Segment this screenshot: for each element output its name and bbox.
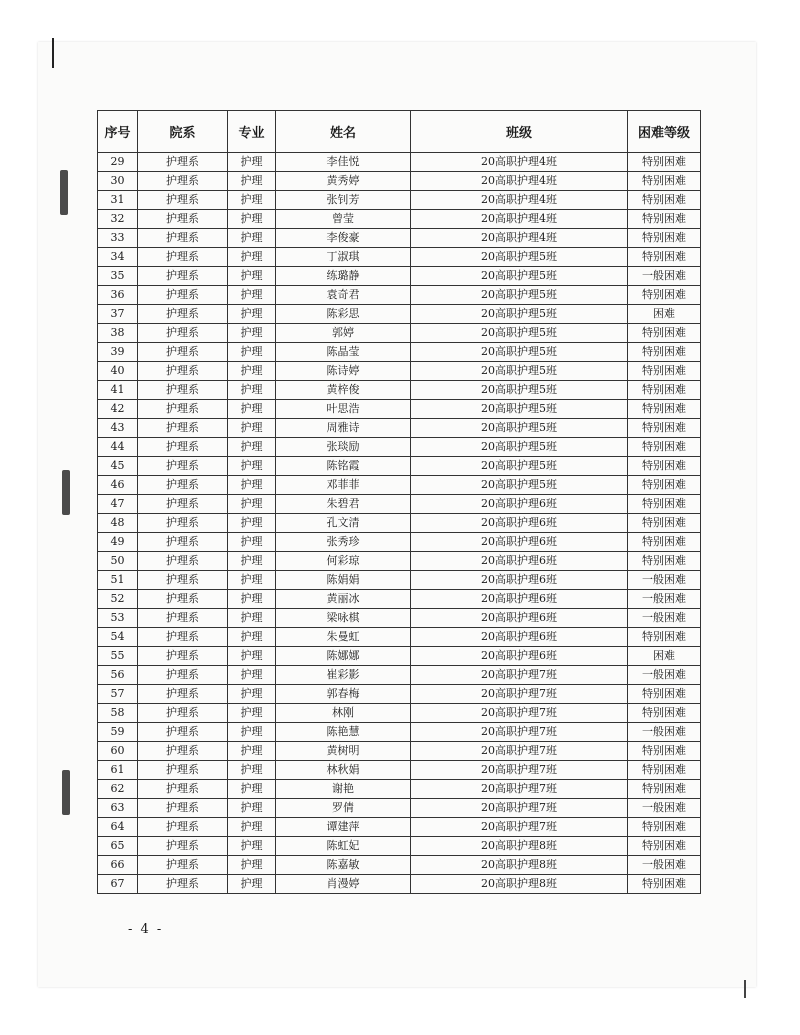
cell-class: 20高职护理6班: [411, 514, 628, 533]
table-row: [98, 609, 701, 628]
cell-hardship-level: 特别困难: [628, 514, 701, 533]
page-number: - 4 -: [128, 922, 164, 937]
cell-hardship-level: 一般困难: [628, 267, 701, 286]
cell-class: 20高职护理7班: [411, 761, 628, 780]
table-row: [98, 495, 701, 514]
cell-name: 李佳悦: [276, 153, 411, 172]
table-row: [98, 305, 701, 324]
cell-index: 49: [98, 533, 138, 552]
cell-major: 护理: [228, 666, 276, 685]
cell-index: 31: [98, 191, 138, 210]
cell-hardship-level: 一般困难: [628, 590, 701, 609]
table-row: [98, 799, 701, 818]
cell-major: 护理: [228, 609, 276, 628]
cell-hardship-level: 特别困难: [628, 400, 701, 419]
table-row: [98, 761, 701, 780]
cell-name: 黄树明: [276, 742, 411, 761]
cell-class: 20高职护理7班: [411, 818, 628, 837]
student-hardship-table: [97, 110, 701, 894]
cell-index: 58: [98, 704, 138, 723]
cell-hardship-level: 困难: [628, 647, 701, 666]
cell-class: 20高职护理7班: [411, 685, 628, 704]
table-row: [98, 628, 701, 647]
cell-department: 护理系: [138, 172, 228, 191]
table-row: [98, 590, 701, 609]
table-header-row: [98, 111, 701, 153]
cell-class: 20高职护理4班: [411, 172, 628, 191]
cell-name: 黄丽冰: [276, 590, 411, 609]
cell-name: 孔文清: [276, 514, 411, 533]
cell-department: 护理系: [138, 457, 228, 476]
cell-major: 护理: [228, 210, 276, 229]
cell-index: 53: [98, 609, 138, 628]
table-row: [98, 457, 701, 476]
cell-name: 黄梓俊: [276, 381, 411, 400]
cell-department: 护理系: [138, 837, 228, 856]
cell-name: 谢艳: [276, 780, 411, 799]
cell-name: 邓菲菲: [276, 476, 411, 495]
table-row: [98, 780, 701, 799]
table-row: [98, 856, 701, 875]
cell-class: 20高职护理7班: [411, 742, 628, 761]
binder-hole-mark: [62, 770, 70, 815]
table-body: [98, 153, 701, 894]
cell-major: 护理: [228, 514, 276, 533]
cell-index: 40: [98, 362, 138, 381]
table-row: [98, 647, 701, 666]
cell-class: 20高职护理7班: [411, 780, 628, 799]
cell-major: 护理: [228, 856, 276, 875]
cell-name: 陈娜娜: [276, 647, 411, 666]
cell-index: 66: [98, 856, 138, 875]
cell-class: 20高职护理7班: [411, 666, 628, 685]
cell-major: 护理: [228, 286, 276, 305]
cell-hardship-level: 特别困难: [628, 818, 701, 837]
cell-index: 38: [98, 324, 138, 343]
table-row: [98, 704, 701, 723]
cell-index: 35: [98, 267, 138, 286]
cell-major: 护理: [228, 723, 276, 742]
cell-index: 39: [98, 343, 138, 362]
table-row: [98, 153, 701, 172]
cell-name: 陈虹妃: [276, 837, 411, 856]
cell-name: 丁淑琪: [276, 248, 411, 267]
cell-name: 张钊芳: [276, 191, 411, 210]
cell-major: 护理: [228, 400, 276, 419]
cell-major: 护理: [228, 457, 276, 476]
cell-major: 护理: [228, 362, 276, 381]
cell-department: 护理系: [138, 343, 228, 362]
cell-hardship-level: 困难: [628, 305, 701, 324]
cell-name: 李俊豪: [276, 229, 411, 248]
table-row: [98, 818, 701, 837]
cell-department: 护理系: [138, 723, 228, 742]
cell-hardship-level: 特别困难: [628, 248, 701, 267]
cell-class: 20高职护理5班: [411, 400, 628, 419]
col-header-index: 序号: [98, 111, 138, 153]
cell-hardship-level: 一般困难: [628, 856, 701, 875]
cell-name: 陈彩思: [276, 305, 411, 324]
cell-name: 陈晶莹: [276, 343, 411, 362]
cell-department: 护理系: [138, 476, 228, 495]
cell-department: 护理系: [138, 590, 228, 609]
cell-department: 护理系: [138, 761, 228, 780]
cell-hardship-level: 特别困难: [628, 875, 701, 894]
table-row: [98, 229, 701, 248]
cell-department: 护理系: [138, 191, 228, 210]
cell-hardship-level: 特别困难: [628, 419, 701, 438]
table-row: [98, 685, 701, 704]
cell-class: 20高职护理6班: [411, 628, 628, 647]
table-row: [98, 438, 701, 457]
cell-class: 20高职护理6班: [411, 647, 628, 666]
cell-hardship-level: 特别困难: [628, 457, 701, 476]
cell-index: 57: [98, 685, 138, 704]
cell-hardship-level: 特别困难: [628, 780, 701, 799]
cell-hardship-level: 一般困难: [628, 799, 701, 818]
cell-hardship-level: 一般困难: [628, 609, 701, 628]
cell-department: 护理系: [138, 571, 228, 590]
cell-index: 48: [98, 514, 138, 533]
cell-class: 20高职护理5班: [411, 362, 628, 381]
cell-major: 护理: [228, 628, 276, 647]
cell-major: 护理: [228, 799, 276, 818]
cell-department: 护理系: [138, 419, 228, 438]
cell-name: 郭婷: [276, 324, 411, 343]
cell-class: 20高职护理5班: [411, 286, 628, 305]
cell-hardship-level: 特别困难: [628, 476, 701, 495]
cell-index: 44: [98, 438, 138, 457]
cell-major: 护理: [228, 647, 276, 666]
cell-department: 护理系: [138, 552, 228, 571]
cell-class: 20高职护理6班: [411, 609, 628, 628]
cell-department: 护理系: [138, 533, 228, 552]
cell-index: 33: [98, 229, 138, 248]
col-header-class: 班级: [411, 111, 628, 153]
cell-class: 20高职护理5班: [411, 343, 628, 362]
cell-index: 59: [98, 723, 138, 742]
cell-index: 61: [98, 761, 138, 780]
cell-major: 护理: [228, 837, 276, 856]
cell-class: 20高职护理5班: [411, 419, 628, 438]
table-row: [98, 419, 701, 438]
cell-department: 护理系: [138, 856, 228, 875]
table-row: [98, 286, 701, 305]
cell-name: 陈艳慧: [276, 723, 411, 742]
table-row: [98, 172, 701, 191]
cell-hardship-level: 特别困难: [628, 381, 701, 400]
cell-department: 护理系: [138, 514, 228, 533]
table-row: [98, 210, 701, 229]
cell-department: 护理系: [138, 248, 228, 267]
cell-name: 林刚: [276, 704, 411, 723]
cell-major: 护理: [228, 704, 276, 723]
cell-hardship-level: 特别困难: [628, 324, 701, 343]
col-header-name: 姓名: [276, 111, 411, 153]
cell-name: 罗倩: [276, 799, 411, 818]
cell-name: 朱碧君: [276, 495, 411, 514]
cell-major: 护理: [228, 172, 276, 191]
cell-hardship-level: 特别困难: [628, 229, 701, 248]
cell-department: 护理系: [138, 267, 228, 286]
binder-hole-mark: [62, 470, 70, 515]
cell-name: 袁奇君: [276, 286, 411, 305]
cell-major: 护理: [228, 438, 276, 457]
cell-hardship-level: 特别困难: [628, 495, 701, 514]
cell-major: 护理: [228, 229, 276, 248]
cell-class: 20高职护理8班: [411, 837, 628, 856]
table-row: [98, 837, 701, 856]
cell-class: 20高职护理7班: [411, 704, 628, 723]
cell-major: 护理: [228, 685, 276, 704]
cell-major: 护理: [228, 305, 276, 324]
cell-hardship-level: 特别困难: [628, 685, 701, 704]
cell-index: 65: [98, 837, 138, 856]
cell-hardship-level: 特别困难: [628, 761, 701, 780]
cell-name: 谭建萍: [276, 818, 411, 837]
cell-class: 20高职护理5班: [411, 248, 628, 267]
cell-major: 护理: [228, 267, 276, 286]
cell-major: 护理: [228, 818, 276, 837]
cell-name: 张秀珍: [276, 533, 411, 552]
cell-index: 55: [98, 647, 138, 666]
cell-class: 20高职护理7班: [411, 723, 628, 742]
cell-name: 何彩琼: [276, 552, 411, 571]
cell-index: 47: [98, 495, 138, 514]
cell-major: 护理: [228, 552, 276, 571]
cell-major: 护理: [228, 381, 276, 400]
cell-department: 护理系: [138, 666, 228, 685]
table-row: [98, 666, 701, 685]
cell-index: 30: [98, 172, 138, 191]
cell-index: 45: [98, 457, 138, 476]
cell-department: 护理系: [138, 210, 228, 229]
cell-department: 护理系: [138, 799, 228, 818]
cell-class: 20高职护理4班: [411, 210, 628, 229]
table-row: [98, 248, 701, 267]
cell-hardship-level: 一般困难: [628, 666, 701, 685]
cell-index: 34: [98, 248, 138, 267]
cell-hardship-level: 特别困难: [628, 210, 701, 229]
cell-index: 52: [98, 590, 138, 609]
cell-department: 护理系: [138, 495, 228, 514]
cell-class: 20高职护理5班: [411, 305, 628, 324]
cell-department: 护理系: [138, 305, 228, 324]
cell-hardship-level: 特别困难: [628, 552, 701, 571]
cell-department: 护理系: [138, 362, 228, 381]
cell-department: 护理系: [138, 381, 228, 400]
cell-class: 20高职护理8班: [411, 875, 628, 894]
table-row: [98, 875, 701, 894]
cell-major: 护理: [228, 324, 276, 343]
cell-index: 63: [98, 799, 138, 818]
cell-department: 护理系: [138, 704, 228, 723]
cell-class: 20高职护理8班: [411, 856, 628, 875]
table-row: [98, 571, 701, 590]
cell-name: 崔彩影: [276, 666, 411, 685]
cell-index: 37: [98, 305, 138, 324]
cell-name: 黄秀婷: [276, 172, 411, 191]
table-row: [98, 191, 701, 210]
cell-hardship-level: 特别困难: [628, 343, 701, 362]
cell-major: 护理: [228, 191, 276, 210]
cell-name: 练璐静: [276, 267, 411, 286]
cell-major: 护理: [228, 153, 276, 172]
cell-name: 林秋娟: [276, 761, 411, 780]
cell-index: 62: [98, 780, 138, 799]
cell-major: 护理: [228, 875, 276, 894]
cell-major: 护理: [228, 495, 276, 514]
cell-department: 护理系: [138, 438, 228, 457]
cell-name: 张琰励: [276, 438, 411, 457]
cell-hardship-level: 一般困难: [628, 723, 701, 742]
cell-name: 曾莹: [276, 210, 411, 229]
cell-class: 20高职护理6班: [411, 533, 628, 552]
cell-class: 20高职护理6班: [411, 590, 628, 609]
cell-index: 41: [98, 381, 138, 400]
cell-department: 护理系: [138, 153, 228, 172]
table-row: [98, 476, 701, 495]
cell-hardship-level: 特别困难: [628, 438, 701, 457]
cell-class: 20高职护理5班: [411, 381, 628, 400]
cell-index: 54: [98, 628, 138, 647]
table-row: [98, 362, 701, 381]
cell-index: 32: [98, 210, 138, 229]
cell-hardship-level: 一般困难: [628, 571, 701, 590]
cell-department: 护理系: [138, 780, 228, 799]
cell-index: 64: [98, 818, 138, 837]
binder-hole-mark: [60, 170, 68, 215]
table-row: [98, 343, 701, 362]
cell-index: 46: [98, 476, 138, 495]
cell-department: 护理系: [138, 286, 228, 305]
cell-class: 20高职护理5班: [411, 267, 628, 286]
cell-class: 20高职护理6班: [411, 571, 628, 590]
cell-hardship-level: 特别困难: [628, 704, 701, 723]
table-row: [98, 552, 701, 571]
cell-major: 护理: [228, 571, 276, 590]
cell-hardship-level: 特别困难: [628, 742, 701, 761]
cell-index: 50: [98, 552, 138, 571]
cell-major: 护理: [228, 590, 276, 609]
cell-index: 42: [98, 400, 138, 419]
cell-name: 肖漫婷: [276, 875, 411, 894]
cell-class: 20高职护理6班: [411, 495, 628, 514]
cell-department: 护理系: [138, 400, 228, 419]
cell-name: 陈嘉敏: [276, 856, 411, 875]
cell-class: 20高职护理4班: [411, 229, 628, 248]
cell-name: 叶思浩: [276, 400, 411, 419]
cell-index: 56: [98, 666, 138, 685]
col-header-hardship-level: 困难等级: [628, 111, 701, 153]
cell-hardship-level: 特别困难: [628, 286, 701, 305]
cell-major: 护理: [228, 419, 276, 438]
cell-name: 梁咏棋: [276, 609, 411, 628]
cell-class: 20高职护理4班: [411, 191, 628, 210]
cell-department: 护理系: [138, 229, 228, 248]
cell-index: 36: [98, 286, 138, 305]
cell-name: 陈诗婷: [276, 362, 411, 381]
cell-name: 朱曼虹: [276, 628, 411, 647]
cell-hardship-level: 特别困难: [628, 362, 701, 381]
table-row: [98, 514, 701, 533]
cell-class: 20高职护理5班: [411, 457, 628, 476]
cell-major: 护理: [228, 780, 276, 799]
cell-name: 陈铭霞: [276, 457, 411, 476]
cell-major: 护理: [228, 533, 276, 552]
cell-major: 护理: [228, 761, 276, 780]
table-row: [98, 267, 701, 286]
cell-class: 20高职护理5班: [411, 324, 628, 343]
scan-artifact-mark: [744, 980, 746, 998]
cell-department: 护理系: [138, 818, 228, 837]
col-header-department: 院系: [138, 111, 228, 153]
cell-hardship-level: 特别困难: [628, 533, 701, 552]
cell-class: 20高职护理4班: [411, 153, 628, 172]
cell-major: 护理: [228, 248, 276, 267]
cell-index: 67: [98, 875, 138, 894]
cell-department: 护理系: [138, 628, 228, 647]
cell-department: 护理系: [138, 685, 228, 704]
cell-department: 护理系: [138, 609, 228, 628]
scan-artifact-mark: [52, 38, 54, 68]
cell-department: 护理系: [138, 875, 228, 894]
cell-index: 60: [98, 742, 138, 761]
cell-class: 20高职护理5班: [411, 438, 628, 457]
cell-class: 20高职护理6班: [411, 552, 628, 571]
cell-hardship-level: 特别困难: [628, 628, 701, 647]
cell-department: 护理系: [138, 742, 228, 761]
cell-name: 郭春梅: [276, 685, 411, 704]
cell-department: 护理系: [138, 324, 228, 343]
cell-name: 陈娟娟: [276, 571, 411, 590]
cell-major: 护理: [228, 343, 276, 362]
cell-name: 周雅诗: [276, 419, 411, 438]
cell-hardship-level: 特别困难: [628, 191, 701, 210]
table-row: [98, 324, 701, 343]
cell-class: 20高职护理5班: [411, 476, 628, 495]
cell-index: 43: [98, 419, 138, 438]
col-header-major: 专业: [228, 111, 276, 153]
table-row: [98, 400, 701, 419]
cell-department: 护理系: [138, 647, 228, 666]
table-row: [98, 381, 701, 400]
cell-index: 29: [98, 153, 138, 172]
cell-hardship-level: 特别困难: [628, 153, 701, 172]
table-row: [98, 533, 701, 552]
table-row: [98, 723, 701, 742]
cell-major: 护理: [228, 742, 276, 761]
cell-hardship-level: 特别困难: [628, 172, 701, 191]
table-row: [98, 742, 701, 761]
cell-major: 护理: [228, 476, 276, 495]
cell-class: 20高职护理7班: [411, 799, 628, 818]
cell-hardship-level: 特别困难: [628, 837, 701, 856]
cell-index: 51: [98, 571, 138, 590]
